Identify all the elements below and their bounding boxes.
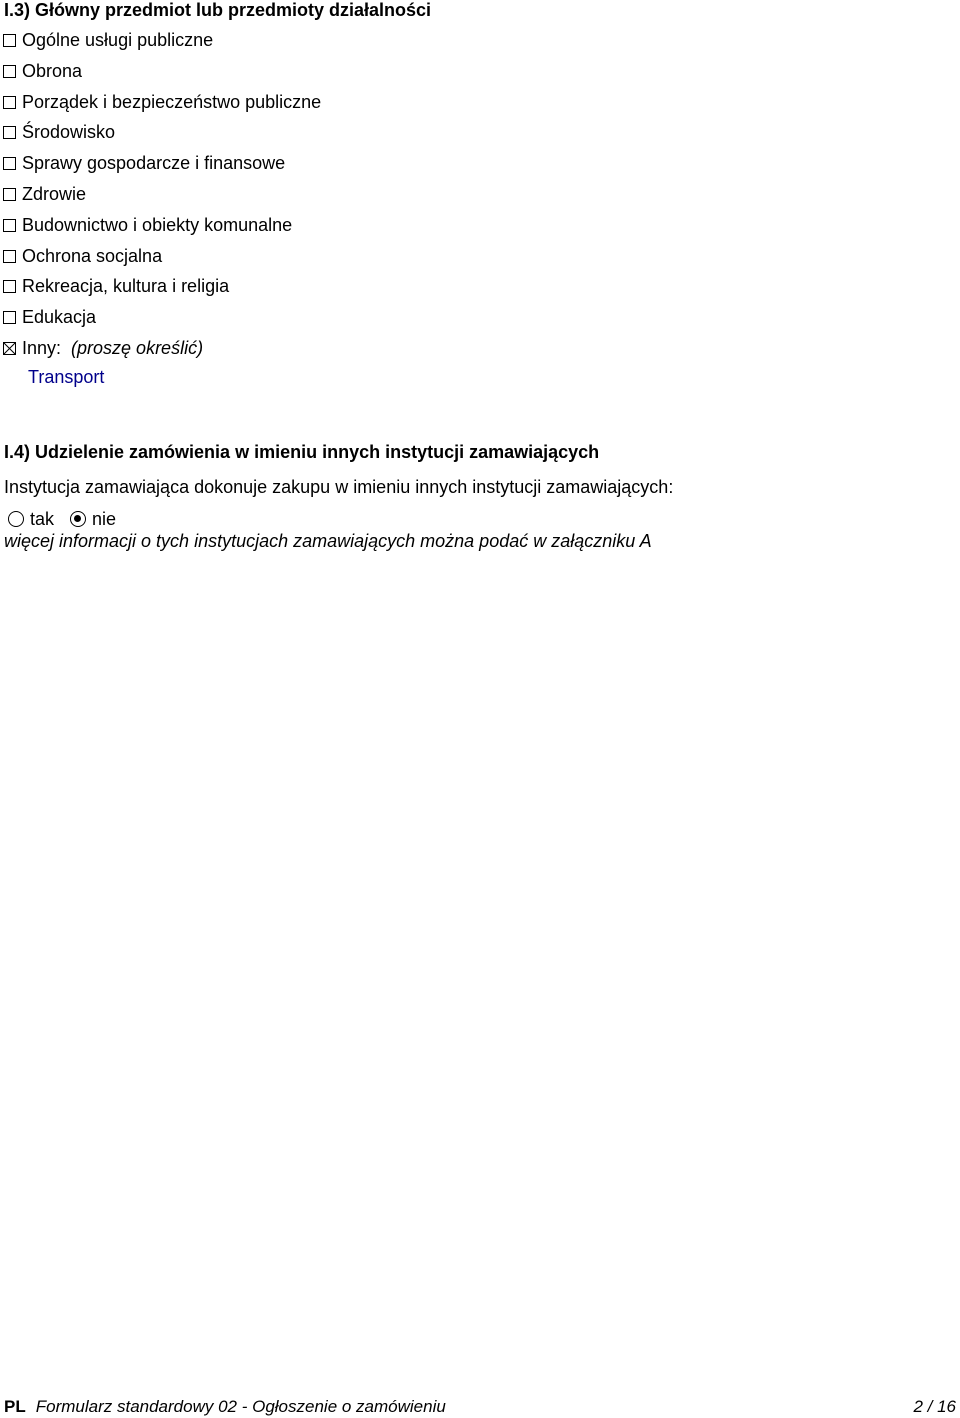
checkbox-row-ochrona-socjalna[interactable] [3, 245, 162, 267]
checkbox-label: Edukacja [22, 306, 97, 327]
radio-nie[interactable] [70, 511, 86, 527]
question-text: Instytucja zamawiająca dokonuje zakupu w imieniu innych instytucji zamawiających: [4, 477, 674, 497]
checkbox-icon[interactable] [3, 157, 16, 170]
checkbox-icon[interactable] [3, 219, 16, 232]
checkbox-icon[interactable] [3, 126, 16, 139]
checkbox-label: Obrona [22, 60, 83, 81]
checkbox-icon[interactable] [3, 280, 16, 293]
checkbox-row-sprawy-gospodarcze[interactable] [3, 152, 285, 174]
checkbox-checked-icon[interactable] [3, 342, 16, 355]
checkbox-label: Środowisko [22, 121, 116, 142]
radio-tak[interactable] [8, 511, 24, 527]
checkbox-label: Rekreacja, kultura i religia [22, 275, 230, 296]
section-title-i3: I.3) Główny przedmiot lub przedmioty działalności [4, 0, 432, 20]
footer-lang: PL [4, 1397, 26, 1416]
checkbox-row-ogolne-uslugi[interactable] [3, 29, 213, 51]
note-text: więcej informacji o tych instytucjach zamawiających można podać w załączniku A [4, 531, 652, 551]
checkbox-label: Budownictwo i obiekty komunalne [22, 214, 293, 235]
checkbox-row-rekreacja[interactable] [3, 275, 229, 297]
hint-text: (proszę określić) [71, 337, 204, 358]
checkbox-icon[interactable] [3, 250, 16, 263]
checkbox-row-obrona[interactable] [3, 60, 82, 82]
checkbox-icon[interactable] [3, 188, 16, 201]
checkbox-row-inny[interactable] [3, 337, 203, 359]
page-footer [4, 1396, 956, 1418]
footer-page-number: 2 / 16 [913, 1397, 956, 1416]
checkbox-label: Porządek i bezpieczeństwo publiczne [22, 91, 322, 112]
checkbox-row-edukacja[interactable] [3, 306, 96, 328]
checkbox-row-porzadek[interactable] [3, 91, 321, 113]
radio-label-nie: nie [92, 508, 117, 529]
other-value: Transport [28, 367, 105, 387]
section-title-i4: I.4) Udzielenie zamówienia w imieniu innych instytucji zamawiających [4, 442, 600, 462]
checkbox-label: Sprawy gospodarcze i finansowe [22, 152, 286, 173]
checkbox-row-zdrowie[interactable] [3, 183, 86, 205]
radio-group [8, 508, 132, 530]
checkbox-row-budownictwo[interactable] [3, 214, 292, 236]
cross-mark-icon [4, 343, 15, 354]
checkbox-label: Zdrowie [22, 183, 87, 204]
checkbox-label: Ogólne usługi publiczne [22, 29, 214, 50]
checkbox-icon[interactable] [3, 311, 16, 324]
checkbox-label: Ochrona socjalna [22, 245, 163, 266]
checkbox-row-srodowisko[interactable] [3, 121, 115, 143]
checkbox-label: Inny: [22, 337, 62, 358]
checkbox-icon[interactable] [3, 34, 16, 47]
footer-title: Formularz standardowy 02 - Ogłoszenie o zamówieniu [35, 1397, 446, 1416]
checkbox-icon[interactable] [3, 96, 16, 109]
checkbox-icon[interactable] [3, 65, 16, 78]
radio-label-tak: tak [30, 508, 55, 529]
